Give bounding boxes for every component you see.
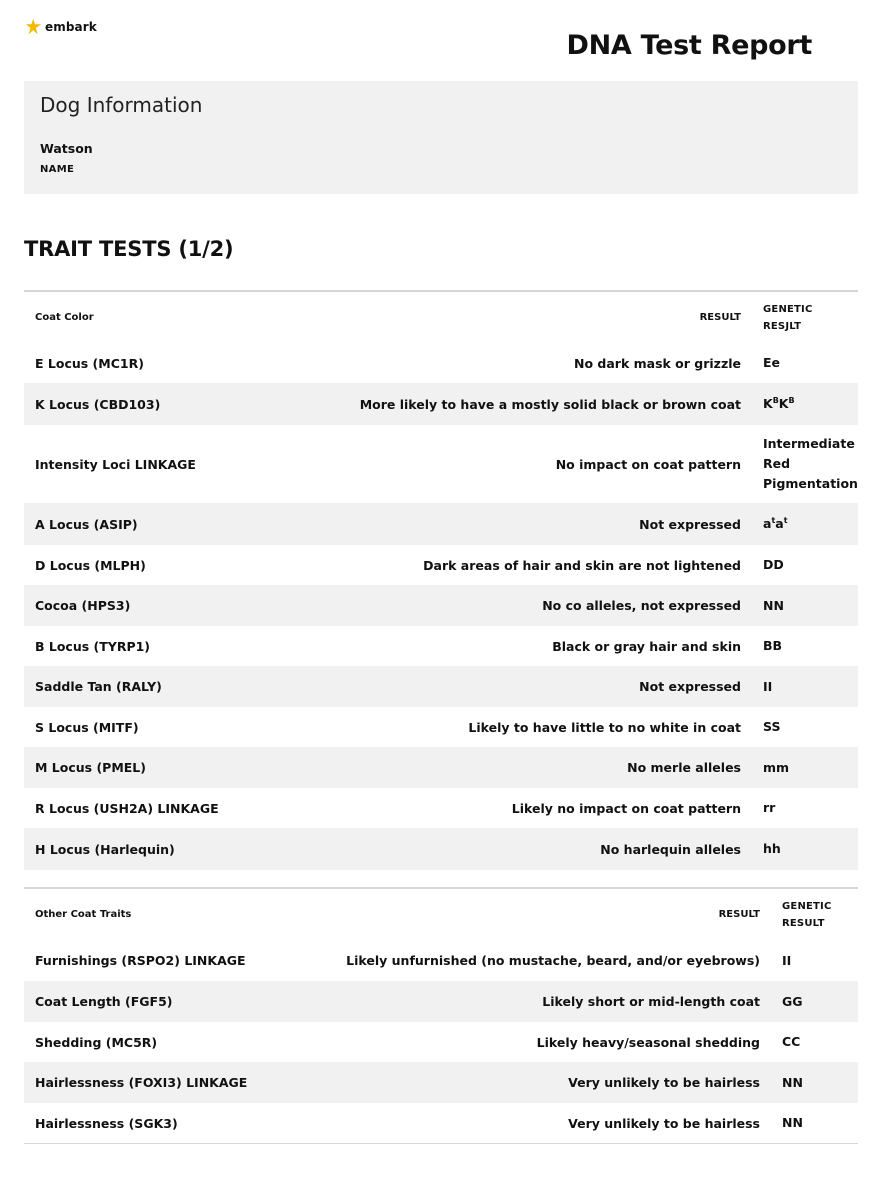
trait-result: Very unlikely to be hairless: [568, 1075, 760, 1090]
trait-result: Likely unfurnished (no mustache, beard, and/or eyebrows): [346, 953, 760, 968]
trait-name: Furnishings (RSPO2) LINKAGE: [35, 953, 246, 968]
trait-name: K Locus (CBD103): [35, 396, 161, 412]
trait-genetic: GG: [782, 993, 803, 1009]
trait-name: B Locus (TYRP1): [35, 638, 151, 654]
trait-name: E Locus (MC1R): [35, 355, 144, 371]
trait-genetic: NN: [782, 1074, 803, 1090]
trait-genetic: II: [763, 678, 773, 694]
trait-result: Likely no impact on coat pattern: [511, 800, 741, 816]
table-row: [24, 828, 858, 870]
table-row: [24, 1062, 858, 1103]
trait-result: Very unlikely to be hairless: [568, 1115, 760, 1131]
trait-result: Likely heavy/seasonal shedding: [536, 1034, 760, 1050]
trait-name: S Locus (MITF): [35, 719, 139, 735]
genetic-header-line2: RESJLT: [763, 320, 802, 332]
trait-result: Dark areas of hair and skin are not lightened: [423, 557, 741, 573]
table-row: [24, 343, 858, 383]
trait-result: Not expressed: [639, 679, 741, 694]
section-title: TRAIT TESTS (1/2): [24, 237, 234, 261]
trait-name: D Locus (MLPH): [35, 557, 146, 573]
trait-name: Hairlessness (SGK3): [35, 1115, 178, 1131]
dog-information-panel: [24, 81, 858, 194]
trait-result: Likely to have little to no white in coat: [468, 719, 741, 735]
report-title: DNA Test Report: [566, 30, 812, 61]
dog-name-label: NAME: [40, 164, 75, 175]
table-header-row: [24, 292, 858, 343]
trait-genetic: CC: [782, 1034, 801, 1049]
trait-genetic: mm: [763, 759, 790, 775]
result-header: RESULT: [699, 312, 741, 323]
trait-genetic: BB: [763, 638, 783, 653]
trait-result: Black or gray hair and skin: [552, 638, 741, 654]
table-row: [24, 940, 858, 981]
trait-genetic: Ee: [763, 355, 781, 370]
trait-name: R Locus (USH2A) LINKAGE: [35, 800, 219, 816]
trait-genetic: $a^ta^t$: [763, 515, 788, 531]
table-header-row: [24, 889, 858, 940]
table-row: [24, 585, 858, 626]
table-row: [24, 383, 858, 425]
trait-name: A Locus (ASIP): [35, 516, 138, 532]
trait-genetic: NN: [763, 597, 784, 613]
trait-genetic: hh: [763, 841, 781, 856]
trait-result: Not expressed: [639, 516, 741, 532]
genetic-result-header: [771, 898, 858, 932]
trait-name: Hairlessness (FOXI3) LINKAGE: [35, 1075, 248, 1090]
trait-genetic: SS: [763, 719, 781, 734]
trait-genetic: Intermediate Red Pigmentation: [763, 436, 858, 491]
coat-color-table: [24, 290, 858, 870]
genetic-header-line2: RESULT: [782, 917, 825, 929]
table-row: [24, 425, 858, 503]
genetic-result-header: [752, 301, 858, 335]
trait-result: No co alleles, not expressed: [542, 598, 741, 613]
table-row: [24, 626, 858, 666]
brand-name: embark: [45, 20, 97, 34]
star-logo-icon: [26, 18, 44, 36]
trait-result: More likely to have a mostly solid black or brown coat: [359, 396, 741, 412]
other-coat-traits-table: [24, 887, 858, 1144]
trait-genetic: DD: [763, 557, 784, 572]
trait-name: M Locus (PMEL): [35, 760, 146, 775]
trait-genetic: II: [782, 952, 792, 968]
trait-genetic: rr: [763, 800, 776, 815]
trait-result: No dark mask or grizzle: [574, 355, 741, 371]
table-row: [24, 707, 858, 747]
genetic-header-line1: GENETIC: [782, 900, 832, 912]
table-row: [24, 1103, 858, 1143]
table-row: [24, 545, 858, 585]
trait-name: Saddle Tan (RALY): [35, 679, 162, 694]
trait-result: Likely short or mid-length coat: [542, 994, 760, 1009]
trait-name: Intensity Loci LINKAGE: [35, 456, 196, 472]
table-row: [24, 747, 858, 788]
dog-name-value: Watson: [40, 141, 93, 156]
brand-logo: [26, 18, 97, 36]
table-row: [24, 1022, 858, 1062]
genetic-header-line1: GENETIC: [763, 303, 813, 315]
trait-result: No harlequin alleles: [600, 841, 741, 857]
dog-information-heading: Dog Information: [40, 93, 203, 117]
category-header: Coat Color: [35, 312, 94, 323]
result-header: RESULT: [718, 909, 760, 920]
category-header: Other Coat Traits: [35, 909, 132, 920]
trait-name: H Locus (Harlequin): [35, 841, 175, 857]
trait-name: Coat Length (FGF5): [35, 994, 173, 1009]
table-row: [24, 788, 858, 828]
trait-genetic: $K^BK^B$: [763, 395, 795, 411]
table-row: [24, 981, 858, 1022]
trait-result: No merle alleles: [627, 760, 741, 775]
trait-result: No impact on coat pattern: [555, 456, 741, 472]
table-row: [24, 666, 858, 707]
trait-genetic: NN: [782, 1115, 803, 1130]
trait-name: Shedding (MC5R): [35, 1034, 158, 1050]
trait-name: Cocoa (HPS3): [35, 598, 131, 613]
table-row: [24, 503, 858, 545]
